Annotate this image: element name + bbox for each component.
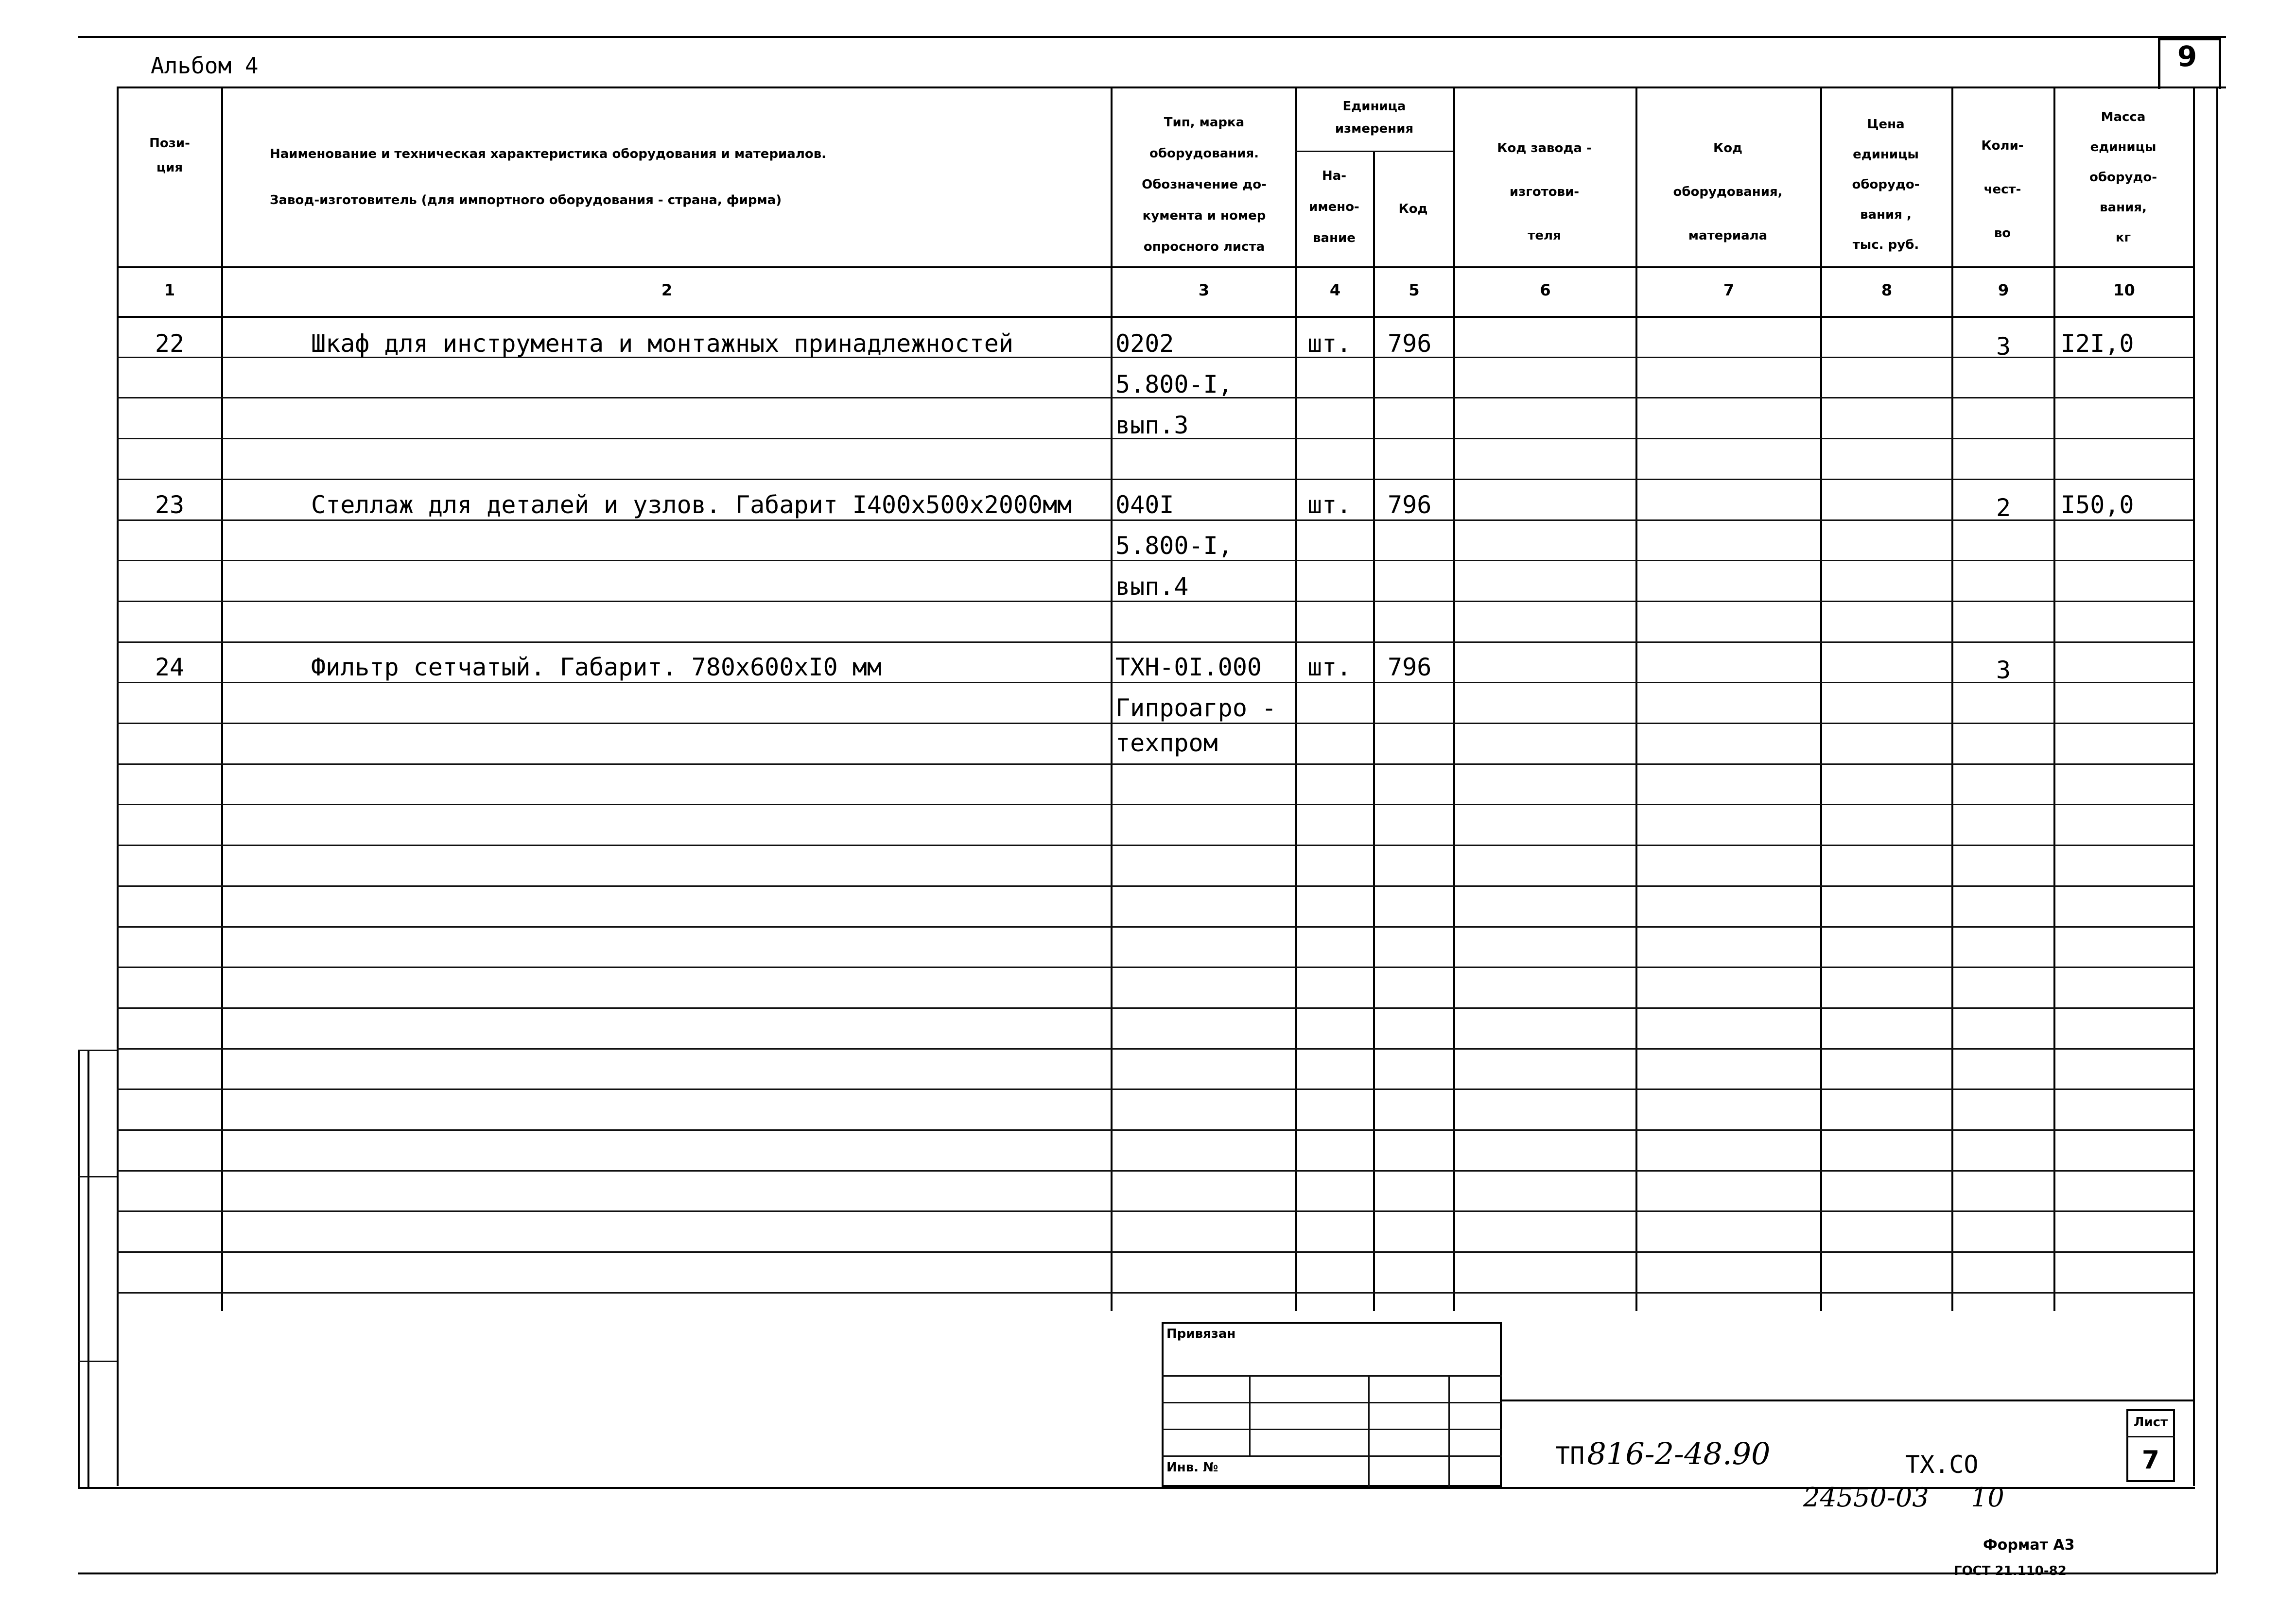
designation-number: 816-2-48.90 bbox=[1587, 1436, 1771, 1471]
frame-top-line bbox=[78, 36, 2226, 38]
item-type-line: 0202 bbox=[1115, 329, 1174, 358]
album-label: Альбом 4 bbox=[151, 52, 259, 79]
item-unit-code: 796 bbox=[1388, 491, 1432, 519]
table-row-line bbox=[117, 845, 2193, 846]
binding-strip-divider bbox=[78, 1050, 117, 1051]
column-number: 8 bbox=[1881, 281, 1893, 299]
unit-group-divider bbox=[1295, 151, 1453, 152]
item-type-line: 5.800-I, bbox=[1115, 532, 1233, 560]
designation-suffix: ТХ.СО bbox=[1905, 1451, 1979, 1479]
title-block-top-line bbox=[1502, 1400, 2195, 1401]
table-row-line bbox=[117, 519, 2193, 521]
item-unit: шт. bbox=[1307, 329, 1352, 358]
column-number-bottom-line bbox=[117, 316, 2193, 318]
table-row-line bbox=[117, 1089, 2193, 1090]
column-number: 7 bbox=[1723, 281, 1735, 299]
item-type-line: вып.4 bbox=[1115, 572, 1189, 601]
table-row-line bbox=[117, 804, 2193, 805]
item-position: 22 bbox=[155, 329, 185, 358]
item-type-line: Гипроагро - bbox=[1115, 694, 1277, 722]
col-divider-2 bbox=[1111, 86, 1113, 1311]
header-col1: Пози- ция bbox=[149, 136, 190, 175]
inventory-number-label: Инв. № bbox=[1166, 1460, 1218, 1475]
stamp-row-line bbox=[1162, 1375, 1502, 1377]
table-row-line bbox=[117, 1251, 2193, 1253]
sheet-value: 7 bbox=[2141, 1446, 2160, 1475]
stamp-row-line bbox=[1162, 1429, 1502, 1430]
stamp-col-line bbox=[1249, 1375, 1251, 1455]
paper-format: Формат А3 bbox=[1983, 1537, 2075, 1554]
item-mass: I50,0 bbox=[2061, 491, 2134, 519]
header-unit-group: Единица измерения bbox=[1335, 99, 1414, 136]
binding-strip-inner bbox=[87, 1050, 89, 1487]
stamp-row-line bbox=[1162, 1455, 1502, 1457]
table-row-line bbox=[117, 1007, 2193, 1009]
header-col8: Цена единицы оборудо- вания , тыс. руб. bbox=[1852, 117, 1920, 252]
item-unit-code: 796 bbox=[1388, 329, 1432, 358]
column-number: 9 bbox=[1998, 281, 2009, 299]
column-number: 1 bbox=[164, 281, 175, 299]
col-divider-8 bbox=[1951, 86, 1953, 1311]
table-row-line bbox=[117, 1292, 2193, 1294]
header-col7: Код оборудования, материала bbox=[1673, 141, 1783, 243]
sheet-number: 9 bbox=[2177, 40, 2197, 73]
table-right-line bbox=[2193, 86, 2195, 1486]
item-mass: I2I,0 bbox=[2061, 329, 2134, 358]
stamp-col-line bbox=[1448, 1375, 1450, 1487]
column-number: 2 bbox=[661, 281, 673, 299]
item-name: Фильтр сетчатый. Габарит. 780x600xI0 мм bbox=[311, 653, 882, 681]
col-divider-3 bbox=[1295, 86, 1297, 1311]
binding-strip-divider bbox=[78, 1176, 117, 1177]
table-row-line bbox=[117, 926, 2193, 928]
header-col6: Код завода - изготови- теля bbox=[1497, 141, 1592, 243]
table-row-line bbox=[117, 1129, 2193, 1131]
stamp-col-line bbox=[1368, 1375, 1370, 1487]
table-row-line bbox=[117, 1170, 2193, 1172]
col-divider-5 bbox=[1453, 86, 1455, 1311]
col-divider-7 bbox=[1820, 86, 1822, 1311]
sheet-box-divider bbox=[2126, 1436, 2175, 1437]
header-col4: На- имено- вание bbox=[1309, 169, 1359, 245]
table-row-line bbox=[117, 601, 2193, 602]
table-row-line bbox=[117, 885, 2193, 887]
item-name: Шкаф для инструмента и монтажных принадлежностей bbox=[311, 329, 1013, 358]
item-type-line: 5.800-I, bbox=[1115, 370, 1233, 398]
table-row-line bbox=[117, 1210, 2193, 1212]
item-unit: шт. bbox=[1307, 491, 1352, 519]
item-name: Стеллаж для деталей и узлов. Габарит I400x500x2000мм bbox=[311, 491, 1072, 519]
binding-strip-divider bbox=[78, 1361, 117, 1362]
header-col3: Тип, марка оборудования. Обозначение до- кумента и номер опросного листа bbox=[1142, 115, 1267, 254]
table-row-line bbox=[117, 479, 2193, 480]
gost-standard: ГОСТ 21.110-82 bbox=[1954, 1564, 2067, 1578]
table-top-line bbox=[117, 86, 2226, 88]
table-row-line bbox=[117, 763, 2193, 765]
header-bottom-line bbox=[117, 266, 2193, 268]
column-number: 4 bbox=[1329, 281, 1341, 299]
table-row-line bbox=[117, 1048, 2193, 1050]
header-col10: Масса единицы оборудо- вания, кг bbox=[2089, 110, 2157, 245]
column-number: 10 bbox=[2113, 281, 2135, 299]
outer-right-line bbox=[2216, 86, 2218, 1573]
item-type-line: техпром bbox=[1115, 729, 1218, 757]
header-col2: Наименование и техническая характеристика оборудования и материалов. Завод-изготовитель (для импортного оборудования - страна, фирма) bbox=[270, 147, 827, 207]
column-number: 3 bbox=[1198, 281, 1210, 299]
item-unit-code: 796 bbox=[1388, 653, 1432, 681]
designation bbox=[1555, 1436, 1771, 1471]
item-position: 23 bbox=[155, 491, 185, 519]
archive-page: 10 bbox=[1971, 1482, 2004, 1513]
table-row-line bbox=[117, 967, 2193, 968]
col-divider-4 bbox=[1373, 151, 1375, 1311]
col-divider-1 bbox=[221, 86, 223, 1311]
col-divider-6 bbox=[1635, 86, 1637, 1311]
col-divider-9 bbox=[2053, 86, 2055, 1311]
designation-prefix: ТП bbox=[1555, 1442, 1585, 1470]
item-unit: шт. bbox=[1307, 653, 1352, 681]
item-quantity: 3 bbox=[1996, 332, 2011, 361]
item-quantity: 2 bbox=[1996, 494, 2011, 522]
item-type-line: 040I bbox=[1115, 491, 1174, 519]
header-col5: Код bbox=[1398, 202, 1428, 216]
attached-label: Привязан bbox=[1166, 1327, 1236, 1341]
header-col9: Коли- чест- во bbox=[1981, 138, 2024, 241]
column-number: 6 bbox=[1540, 281, 1551, 299]
binding-strip-left bbox=[78, 1050, 80, 1487]
item-type-line: вып.3 bbox=[1115, 411, 1189, 439]
table-row-line bbox=[117, 682, 2193, 683]
table-row-line bbox=[117, 560, 2193, 561]
stamp-row-line bbox=[1162, 1402, 1502, 1403]
table-row-line bbox=[117, 641, 2193, 643]
table-row-line bbox=[117, 723, 2193, 724]
item-type-line: ТХН-0I.000 bbox=[1115, 653, 1262, 681]
column-number: 5 bbox=[1409, 281, 1420, 299]
item-quantity: 3 bbox=[1996, 656, 2011, 684]
sheet-label: Лист bbox=[2133, 1415, 2168, 1430]
item-position: 24 bbox=[155, 653, 185, 681]
archive-number: 24550-03 bbox=[1803, 1482, 1929, 1513]
outer-bottom-line bbox=[78, 1572, 2216, 1574]
